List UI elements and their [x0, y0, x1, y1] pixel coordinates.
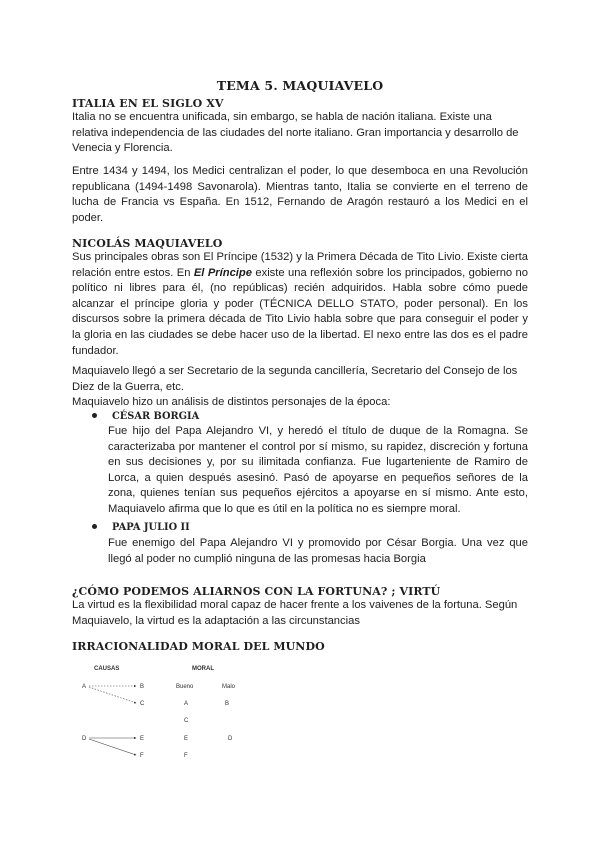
diagram-label-malo: Malo	[222, 684, 236, 690]
diagram-cause-e: E	[140, 736, 145, 742]
diagram-moral-a: A	[184, 701, 189, 707]
paragraph-italia-2: Entre 1434 y 1494, los Medici centralizan el poder, lo que desemboca en una Revolución republicana (1494-1498 Savonarola). Mientras tanto, Italia se convierte en el terreno de lucha de Francia vs España. En 1512, Fernando de Aragón restauró a los Medici en el poder.	[72, 165, 528, 224]
heading-italia: ITALIA EN EL SIGLO XV	[72, 97, 224, 110]
paragraph-nicolas-3: Maquiavelo hizo un análisis de distintos personajes de la época:	[72, 396, 391, 408]
paragraph-nicolas-1b: existe una reflexión sobre los principados, gobierno no político ni libres para él, (no repúblicas) recién adquiridos. Habla sobre cómo puede alcanzar el príncipe gloria y poder (TÉCNICA DELLO STATO, poder personal). En los discursos sobre la primera década de Tito Livio habla sobre que para conseguir el poder y la gloria en las ciudades se debe hacer uso de la libertad. El nexo entre las dos es el padre fundador.	[72, 266, 528, 357]
diagram-moral-e: E	[184, 736, 189, 742]
page-title: TEMA 5. MAQUIAVELO	[216, 78, 384, 93]
diagram-moral-d: D	[228, 736, 233, 742]
paragraph-fortuna: La virtud es la flexibilidad moral capaz de hacer frente a los vaivenes de la fortuna. Según Maquiavelo, la virtud es la adaptación a las circunstancias	[72, 599, 518, 627]
diagram-header-moral: MORAL	[192, 666, 214, 672]
diagram-cause-c: C	[140, 701, 145, 707]
diagram-moral-b: B	[225, 701, 230, 707]
diagram-label-bueno: Bueno	[176, 684, 194, 690]
bullet-name: CÉSAR BORGIA	[112, 411, 200, 422]
diagram-header-causas: CAUSAS	[94, 666, 120, 672]
diagram-moral-f: F	[184, 753, 188, 759]
heading-nicolas: NICOLÁS MAQUIAVELO	[72, 237, 223, 250]
causes-morality-diagram	[72, 656, 302, 766]
diagram-moral-c: C	[184, 718, 189, 724]
bullet-body-papa-julio: Fue enemigo del Papa Alejandro VI y promovido por César Borgia. Una vez que llegó al poder no cumplió ninguna de las promesas hacia Borgia	[108, 537, 528, 565]
heading-fortuna: ¿CÓMO PODEMOS ALIARNOS CON LA FORTUNA? ; VIRTÚ	[72, 585, 441, 598]
bullet-heading-cesar-borgia	[92, 411, 199, 422]
bullet-dot-icon	[92, 413, 97, 418]
diagram-cause-a: A	[82, 684, 87, 690]
bullet-heading-papa-julio	[92, 522, 190, 533]
heading-irracionalidad: IRRACIONALIDAD MORAL DEL MUNDO	[72, 640, 325, 653]
paragraph-nicolas-1a: Sus principales obras son El Príncipe (1532) y la Primera Década de Tito Livio. Existe cierta relación entre estos. En	[72, 251, 528, 279]
paragraph-italia-1: Italia no se encuentra unificada, sin embargo, se habla de nación italiana. Existe una relativa independencia de las ciudades del norte italiano. Gran importancia y desarrollo de Venecia y Florencia.	[72, 111, 519, 155]
book-title-el-principe: El Príncipe	[193, 266, 252, 279]
bullet-dot-icon	[92, 524, 97, 529]
diagram-arrow-d-f	[89, 739, 136, 755]
diagram-arrow-a-c	[89, 687, 136, 703]
diagram-cause-f: F	[140, 753, 144, 759]
paragraph-nicolas-1	[72, 250, 528, 359]
paragraph-nicolas-2: Maquiavelo llegó a ser Secretario de la segunda cancillería, Secretario del Consejo de los Diez de la Guerra, etc.	[72, 365, 518, 393]
bullet-name: PAPA JULIO II	[112, 522, 190, 533]
diagram-cause-d: D	[82, 736, 87, 742]
bullet-body-cesar-borgia: Fue hijo del Papa Alejandro VI, y heredó el título de duque de la Romagna. Se caracterizaba por mantener el control por sí mismo, su rapidez, discreción y fortuna en sus decisiones y, por su ilimitada confianza. Fue lugarteniente de Ramiro de Lorca, a quien después asesinó. Pasó de apoyarse en pequeños señores de la zona, quienes tenían sus pequeños ejércitos a apoyarse en sí mismo. Ante esto, Maquiavelo afirma que lo que es útil en la política no es siempre moral.	[108, 425, 528, 515]
diagram-cause-b: B	[140, 684, 145, 690]
